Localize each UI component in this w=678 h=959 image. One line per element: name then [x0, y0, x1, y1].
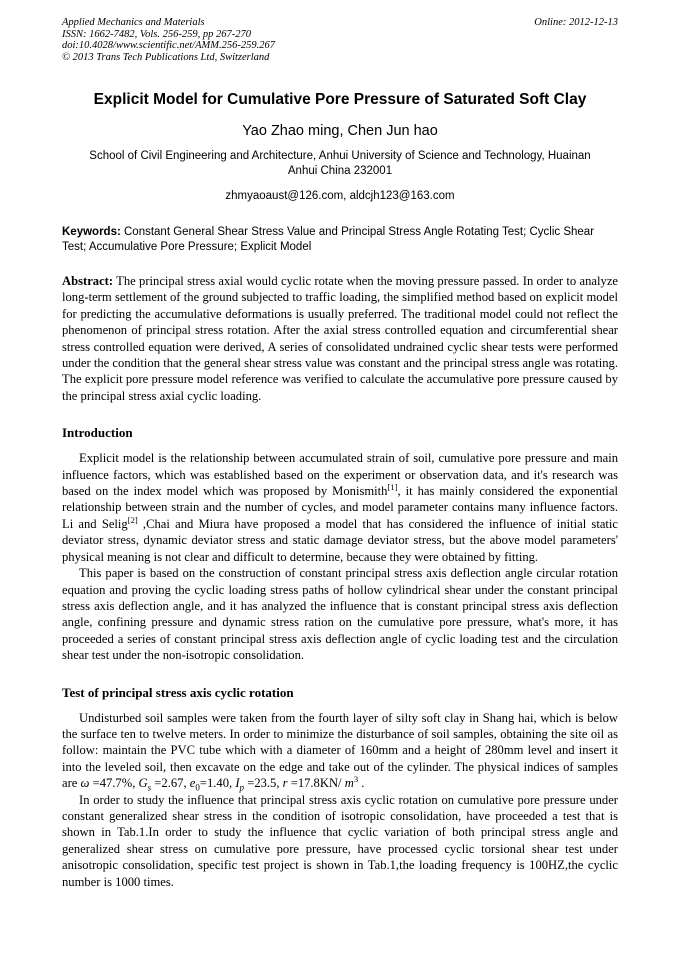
doi-line: doi:10.4028/www.scientific.net/AMM.256-259.267: [62, 40, 275, 51]
test-paragraph-1: Undisturbed soil samples were taken from the fourth layer of silty soft clay in Shang hai, which is below the surface ten to twelve meters. In order to minimize the disturbance of soil samples, obtaining the site oil as follow: maintain the PVC tube which with a diameter of 160mm and a height of 280mm level and insert it into the leveled soil, then excavate on the edge and take out of the cylinder. The physical indices of samples are ω =47.7%, $G_s =2.67$, $e_0=1.40$, $I_p =23.5$, r =17.8KN/ $m^3$ .: [62, 710, 618, 793]
keywords-label: Keywords:: [62, 226, 121, 238]
online-date: Online: 2012-12-13: [534, 17, 618, 28]
affiliation: [62, 149, 618, 179]
keywords-block: [62, 225, 618, 254]
copyright-line: © 2013 Trans Tech Publications Ltd, Switzerland: [62, 51, 270, 63]
abstract-block: [62, 273, 618, 404]
journal-name: Applied Mechanics and Materials: [62, 17, 205, 28]
abstract-text: The principal stress axial would cyclic rotate when the moving pressure passed. In order to analyze long-term settlement of the ground subjected to traffic loading, the simplified method based on explicit model for predicting the accumulative deformations is usually preferred. The traditional model could not reflect the phenomenon of principal stress rotation. After the axial stress controlled equation and circumferential shear stress controlled equation were derived, A series of consolidated undrained cyclic shear tests were performed under the condition that the general shear stress value was constant and the principal stress angle was rotating. The explicit pore pressure model reference was verified to calculate the accumulative pore pressure caused by the principal stress axial cyclic loading.: [62, 274, 618, 403]
paper-title: Explicit Model for Cumulative Pore Pressure of Saturated Soft Clay: [93, 91, 587, 108]
publication-info: [62, 17, 275, 63]
introduction-paragraph-1: Explicit model is the relationship between accumulated strain of soil, cumulative pore pressure and main influence factors, which was established based on the experiment or observation data, and it's research was based on the index model which was proposed by Monismith[1], it has mainly considered the exponential relationship between strain and the number of cycles, and model parameter contains many influence factors. Li and Selig[2] ,Chai and Miura have proposed a model that has considered the influence of initial static deviator stress, dynamic deviator stress and static damage deviator stress, but the above model parameters' physical meaning is not clear and difficult to determine, because they were obtained by fitting.: [62, 451, 618, 564]
issn-line: ISSN: 1662-7482, Vols. 256-259, pp 267-270: [62, 28, 251, 40]
publication-header: [62, 17, 618, 63]
section-heading-test: Test of principal stress axis cyclic rotation: [62, 684, 294, 700]
section-heading-introduction: Introduction: [62, 425, 133, 441]
abstract-label: Abstract:: [62, 274, 114, 288]
affiliation-line-2: Anhui China 232001: [287, 165, 393, 177]
keywords-text: Constant General Shear Stress Value and Principal Stress Angle Rotating Test; Cyclic Shear Test; Accumulative Pore Pressure; Explicit Model: [62, 226, 595, 253]
author-emails: zhmyaoaust@126.com, aldcjh123@163.com: [225, 190, 455, 202]
test-paragraph-2: In order to study the influence that principal stress axis cyclic rotation on cumulative pore pressure under constant generalized shear stress in the condition of isotropic consolidation, have proceeded a test that is shown in Tab.1.In order to study the influence that cyclic variation of both principal stress angle and generalized shear stress on cumulative pore pressure, have processed cyclic torsional shear test under anisotropic consolidation, specific test project is shown in Tab.1,the loading frequency is 100HZ,the cyclic number is 1000 times.: [62, 792, 618, 889]
affiliation-line-1: School of Civil Engineering and Architecture, Anhui University of Science and Technology, Huainan: [89, 150, 591, 162]
authors: Yao Zhao ming, Chen Jun hao: [242, 123, 438, 139]
introduction-paragraph-2: This paper is based on the construction of constant principal stress axis deflection angle circular rotation equation and proving the cyclic loading stress paths of hollow cylindrical shear under the constant principal stress axis deflection angle, and it has analyzed the influence that is constant principal stress axis deflection angle, confining pressure and dynamic stress ration on the cumulative pore pressure, what's more, it has proceeded a series of constant principal stress axis deflection angle of cyclic loading test and the circulation shear test under the non-isotropic consolidation.: [62, 566, 618, 663]
